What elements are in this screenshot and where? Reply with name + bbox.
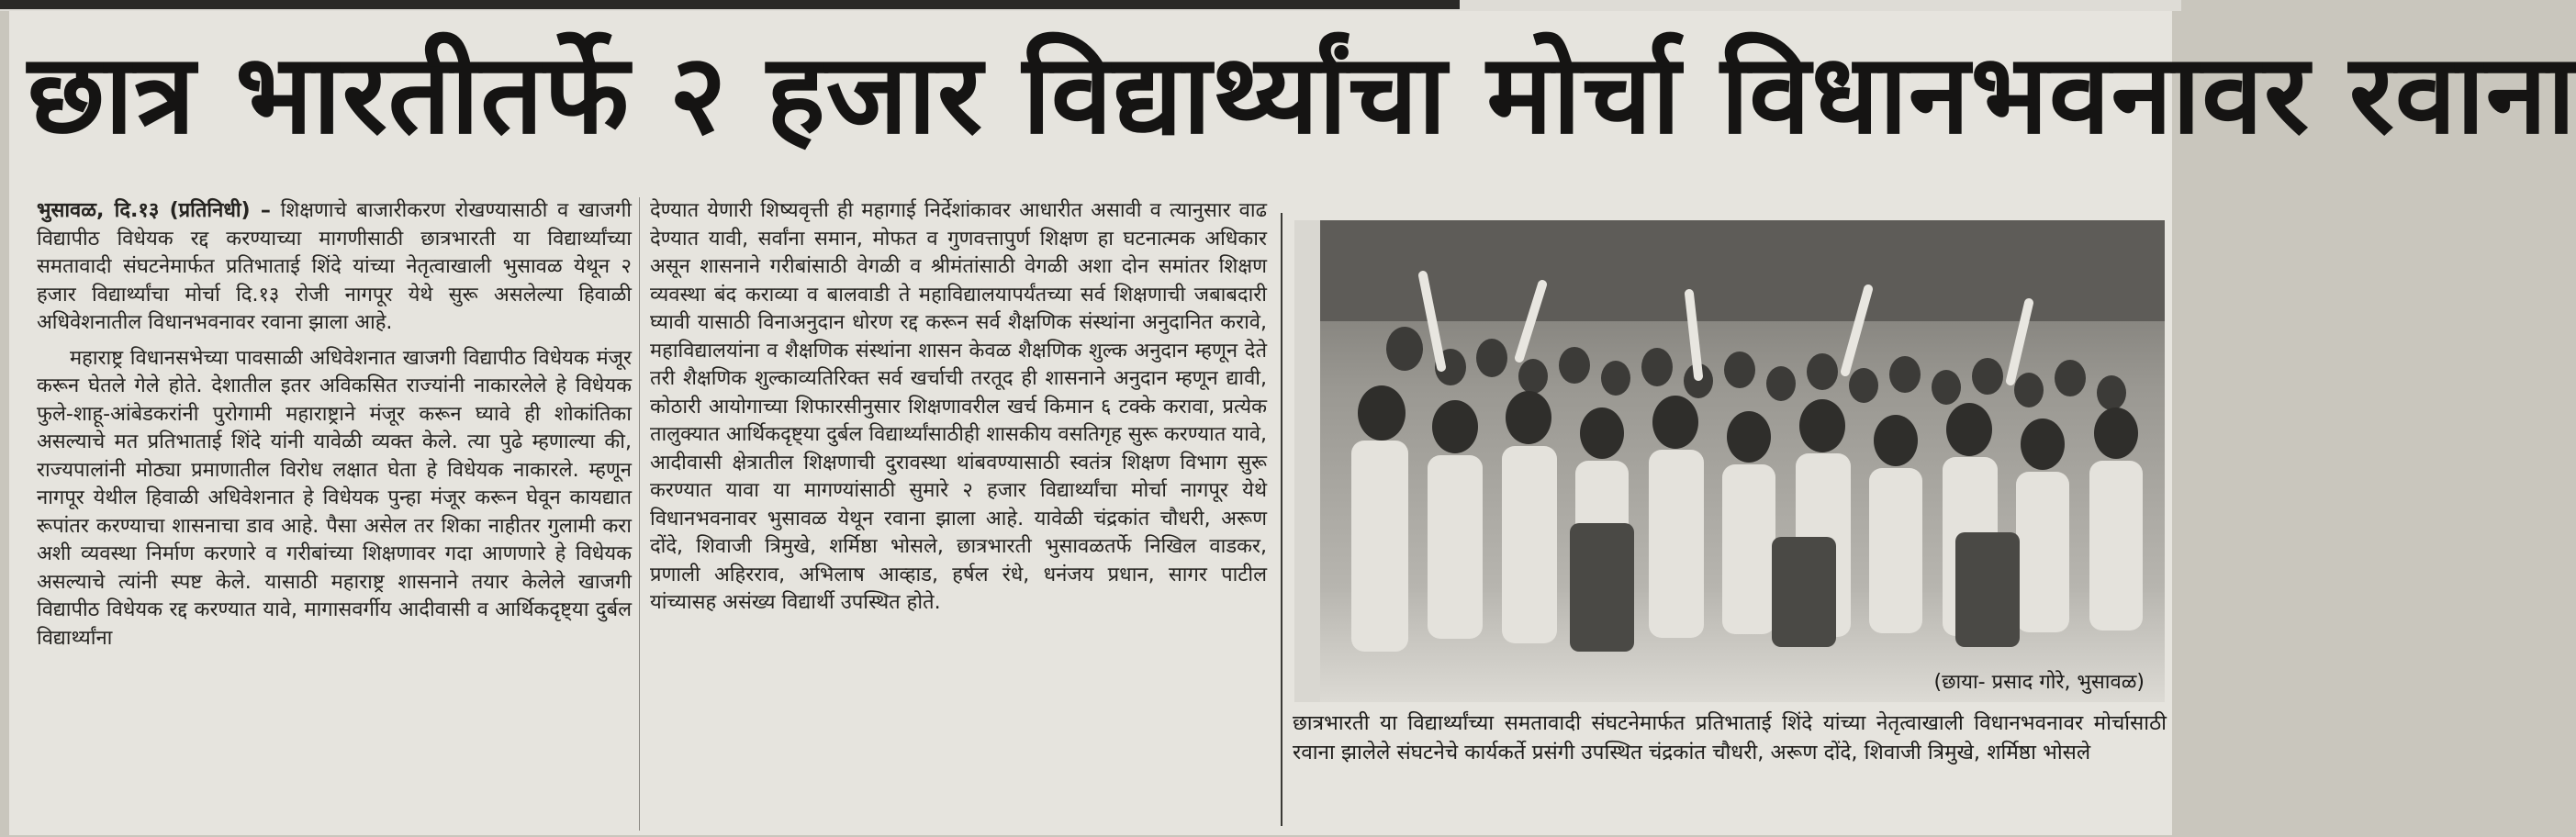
headline: छात्र भारतीतर्फे २ हजार विद्यार्थ्यांचा मोर्चा विधानभवनावर रवाना	[28, 29, 2576, 159]
body-paragraph-continued: देण्यात येणारी शिष्यवृत्ती ही महागाई निर्देशांकावर आधारीत असावी व त्यानुसार वाढ देण्यात यावी, सर्वांना समान, मोफत व गुणवत्तापुर्ण शिक्षण हा घटनात्मक अधिकार असून शासनाने गरीबांसाठी वेगळी व श्रीमंतांसाठी वेगळी अशा दोन समांतर शिक्षण व्यवस्था बंद कराव्या व बालवाडी ते महाविद्यालयापर्यंतच्या सर्व शिक्षणाची जबाबदारी घ्यावी यासाठी विनाअनुदान धोरण रद्द करून सर्व शैक्षणिक संस्थांना अनुदानित करावे, महाविद्यालयांना व शैक्षणिक संस्थांना शासन केवळ शैक्षणिक शुल्क अनुदान म्हणून देते तरी शैक्षणिक शुल्काव्यतिरिक्त सर्व खर्चाची तरतूद ही शासनाने अनुदान म्हणून द्यावी, कोठारी आयोगाच्या शिफारसीनुसार शिक्षणावरील खर्च किमान ६ टक्के करावा, प्रत्येक तालुक्यात आर्थिकदृष्ट्या दुर्बल विद्यार्थ्यांसाठीही शासकीय वसतिगृह सुरू करण्यात यावे, आदीवासी क्षेत्रातील शिक्षणाची दुरावस्था थांबवण्यासाठी स्वतंत्र शिक्षण विभाग सुरू करण्यात यावा या मागण्यांसाठी सुमारे २ हजार विद्यार्थ्यांचा मोर्चा नागपूर येथे विधानभवनावर भुसावळ येथून रवाना झाला आहे. यावेळी चंद्रकांत चौधरी, अरूण दोंदे, शिवाजी त्रिमुखे, शर्मिष्ठा भोसले, छात्रभारती भुसावळतर्फे निखिल वाडकर, प्रणाली अहिरराव, अभिलाष आव्हाड, हर्षल रंधे, धनंजय प्रधान, सागर पाटील यांच्यासह असंख्य विद्यार्थी उपस्थित होते.	[650, 199, 1267, 614]
dateline: भुसावळ, दि.१३ (प्रतिनिधी) –	[37, 199, 271, 222]
body-paragraph: महाराष्ट्र विधानसभेच्या पावसाळी अधिवेशनात खाजगी विद्यापीठ विधेयक मंजूर करून घेतले गेले होते. देशातील इतर अविकसित राज्यांनी नाकारलेले हे विधेयक फुले-शाहू-आंबेडकरांनी पुरोगामी महाराष्ट्राने मंजूर करून घ्यावे ही शोकांतिका असल्याचे मत प्रतिभाताई शिंदे यांनी यावेळी व्यक्त केले. त्या पुढे म्हणाल्या की, राज्यपालांनी मोठ्या प्रमाणातील विरोध लक्षात घेता हे विधेयक नाकारले. म्हणून नागपूर येथील हिवाळी अधिवेशनात हे विधेयक पुन्हा मंजूर करून घेवून कायद्यात रूपांतर करण्याचा शासनाचा डाव आहे. पैसा असेल तर शिका नाहीतर गुलामी करा अशी व्यवस्था निर्माण करणारे व गरीबांच्या शिक्षणावर गदा आणणारे हे विधेयक असल्याचे त्यांनी स्पष्ट केले. यासाठी महाराष्ट्र शासनाने तयार केलेले खाजगी विद्यापीठ विधेयक रद्द करण्यात यावे, मागासवर्गीय आदीवासी व आर्थिकदृष्ट्या दुर्बल विद्यार्थ्यांना	[37, 346, 632, 650]
lead-text: शिक्षणाचे बाजारीकरण रोखण्यासाठी व खाजगी विद्यापीठ विधेयक रद्द करण्याच्या मागणीसाठी छात्रभारती या विद्यार्थ्यांच्या समतावादी संघटनेमार्फत प्रतिभाताई शिंदे यांच्या नेतृत्वाखाली भुसावळ येथून २ हजार विद्यार्थ्यांचा मोर्चा दि.१३ रोजी नागपूर येथे सुरू असलेल्या हिवाळी अधिवेशनातील विधानभवनावर रवाना झाला आहे.	[37, 199, 632, 334]
article-column-2	[650, 197, 1267, 831]
lead-paragraph	[37, 197, 632, 338]
crowd-photo-image	[1294, 220, 2165, 702]
photo-credit: (छाया- प्रसाद गोरे, भुसावळ)	[1933, 671, 2145, 694]
column-gutter	[639, 197, 640, 831]
photo-caption: छात्रभारती या विद्यार्थ्यांच्या समतावादी संघटनेमार्फत प्रतिभाताई शिंदे यांच्या नेतृत्वाखाली विधानभवनावर मोर्चासाठी रवाना झालेले संघटनेचे कार्यकर्ते प्रसंगी उपस्थित चंद्रकांत चौधरी, अरूण दोंदे, शिवाजी त्रिमुखे, शर्मिष्ठा भोसले	[1293, 711, 2167, 764]
news-photo	[1294, 220, 2165, 702]
scan-top-edge	[0, 0, 1460, 9]
article-column-1	[37, 197, 632, 831]
column-rule	[1281, 213, 1282, 826]
